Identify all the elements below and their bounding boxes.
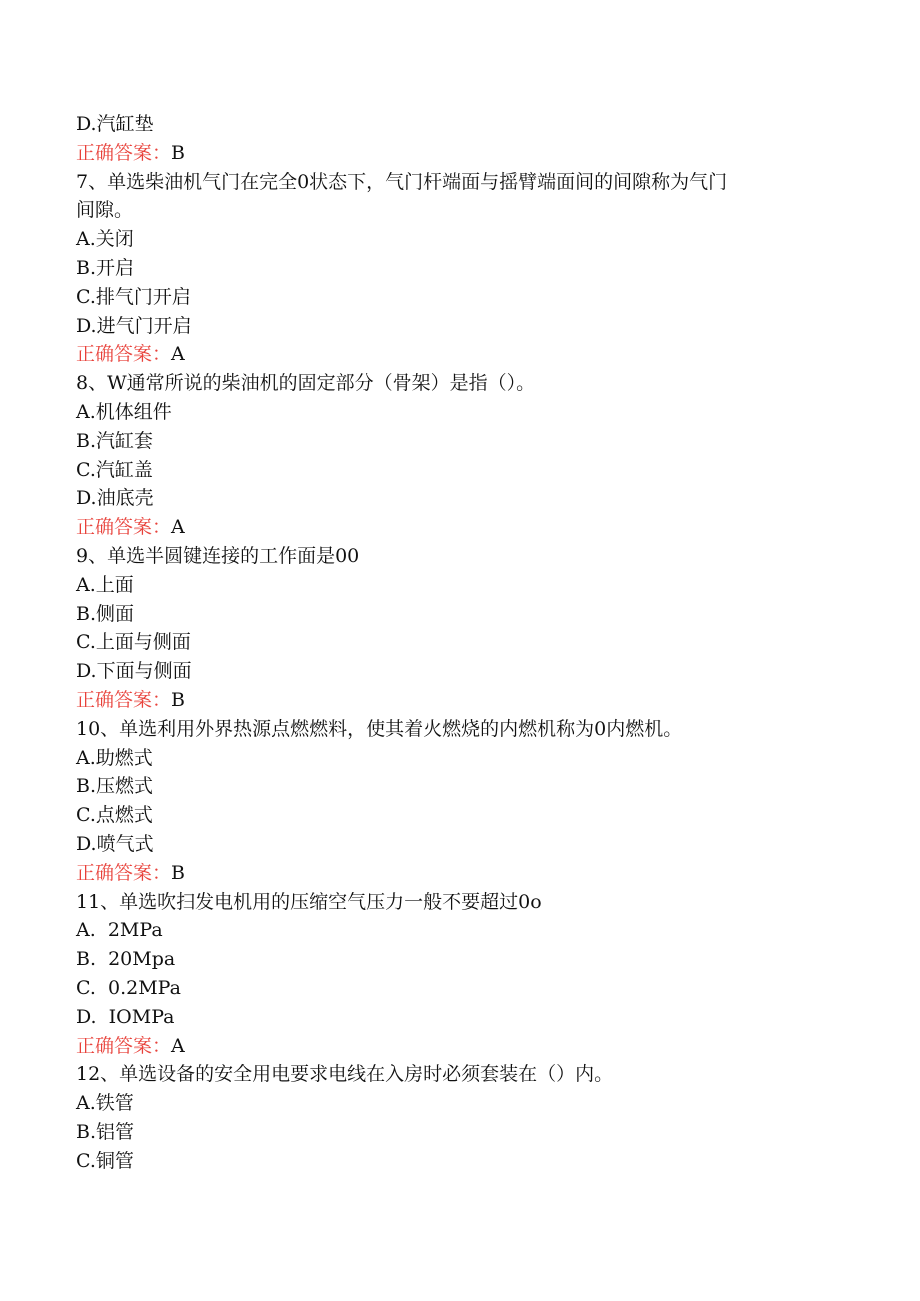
answer-label: 正确答案： xyxy=(76,861,172,884)
question-8-option-c: C.汽缸盖 xyxy=(76,458,153,481)
question-8-answer xyxy=(76,513,856,542)
question-12-option-b: B.铝管 xyxy=(76,1120,135,1143)
question-10-option-d: D.喷气式 xyxy=(76,832,154,855)
answer-label: 正确答案： xyxy=(76,141,172,164)
question-7-text: 7、单选柴油机气门在完全0状态下，气门杆端面与摇臂端面间的间隙称为气门 xyxy=(76,170,728,193)
question-10-option-c: C.点燃式 xyxy=(76,804,153,827)
document-page xyxy=(76,110,856,1175)
question-10-option-a: A.助燃式 xyxy=(76,746,153,769)
answer-label: 正确答案： xyxy=(76,688,172,711)
answer-label: 正确答案： xyxy=(76,343,172,366)
answer-value: A xyxy=(171,1034,185,1057)
question-11-option-b: B. 20Mpa xyxy=(76,948,176,971)
question-12-option-a: A.铁管 xyxy=(76,1092,134,1115)
question-11-answer xyxy=(76,1032,856,1061)
answer-value: A xyxy=(171,343,185,366)
question-11-option-d: D. IOMPa xyxy=(76,1005,175,1028)
answer-value: B xyxy=(171,688,185,711)
question-7-option-a: A.关闭 xyxy=(76,228,134,251)
answer-label: 正确答案： xyxy=(76,516,172,539)
question-10-option-b: B.压燃式 xyxy=(76,775,154,798)
question-9-text: 9、单选半圆键连接的工作面是00 xyxy=(76,544,360,567)
answer-value: B xyxy=(171,141,185,164)
answer-line-prev xyxy=(76,139,856,168)
question-7-text-cont: 间隙。 xyxy=(76,199,134,222)
question-8-option-a: A.机体组件 xyxy=(76,400,172,423)
question-8-option-b: B.汽缸套 xyxy=(76,429,154,452)
question-12-text: 12、单选设备的安全用电要求电线在入房时必须套装在（）内。 xyxy=(76,1063,614,1086)
question-9-option-c: C.上面与侧面 xyxy=(76,631,191,654)
option-d-prev: D.汽缸垫 xyxy=(76,113,154,135)
question-8-option-d: D.油底壳 xyxy=(76,487,154,510)
question-7-option-d: D.进气门开启 xyxy=(76,314,192,337)
question-8-text: 8、W通常所说的柴油机的固定部分（骨架）是指（）。 xyxy=(76,372,536,395)
question-10-text: 10、单选利用外界热源点燃燃料，使其着火燃烧的内燃机称为0内燃机。 xyxy=(76,717,683,740)
question-9-option-d: D.下面与侧面 xyxy=(76,660,192,683)
question-12-option-c: C.铜管 xyxy=(76,1149,134,1172)
question-11-option-a: A. 2MPa xyxy=(76,919,163,942)
question-9-option-b: B.侧面 xyxy=(76,602,135,625)
answer-label: 正确答案： xyxy=(76,1034,172,1057)
question-11-option-c: C. 0.2MPa xyxy=(76,976,181,999)
question-7-option-c: C.排气门开启 xyxy=(76,285,191,308)
question-9-option-a: A.上面 xyxy=(76,573,134,596)
question-11-text: 11、单选吹扫发电机用的压缩空气压力一般不要超过0o xyxy=(76,890,542,913)
question-7-answer xyxy=(76,340,856,369)
answer-value: A xyxy=(171,516,185,539)
question-7-option-b: B.开启 xyxy=(76,256,135,279)
question-10-answer xyxy=(76,859,856,888)
answer-value: B xyxy=(171,861,185,884)
question-9-answer xyxy=(76,686,856,715)
